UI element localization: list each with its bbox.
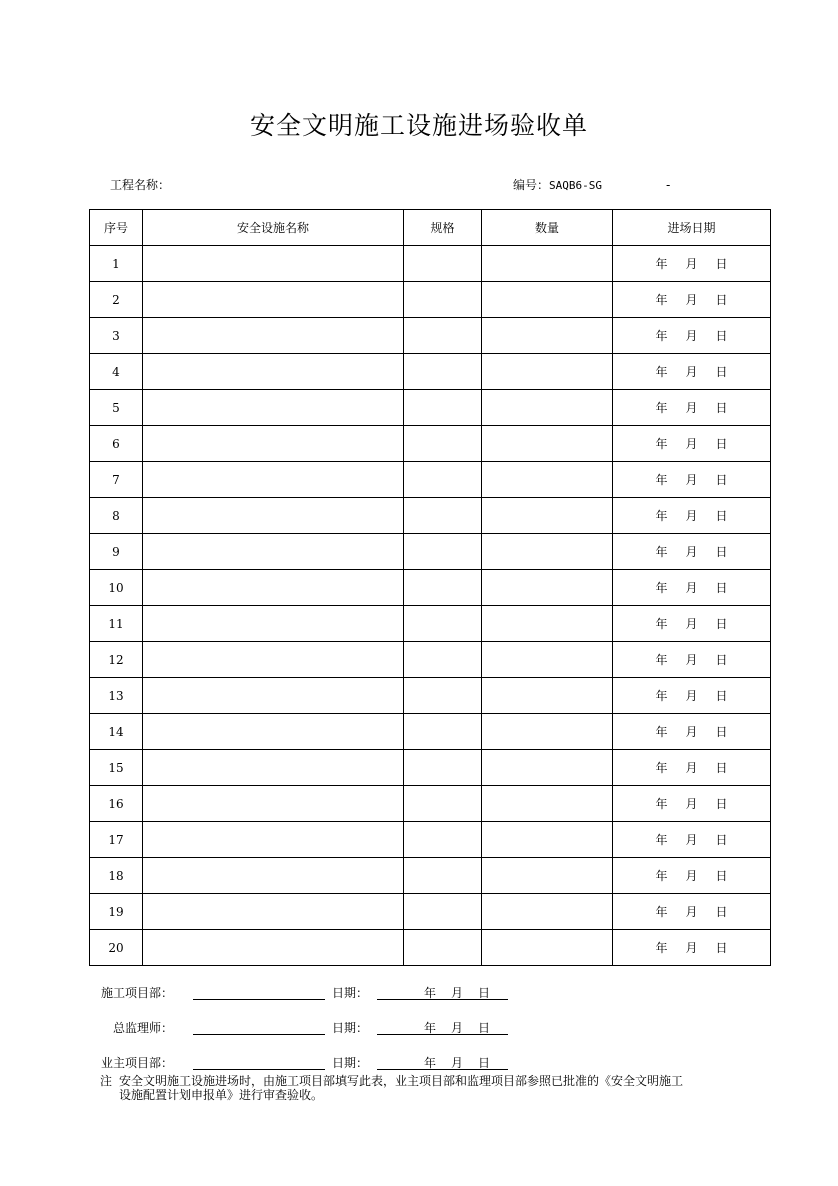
row-seq: 3 [90,318,143,354]
quantity-cell[interactable] [482,750,613,786]
facility-name-cell[interactable] [143,534,404,570]
date-month-unit: 月 [685,257,698,271]
spec-cell[interactable] [404,750,482,786]
date-year-unit: 年 [655,797,668,811]
date-month-unit: 月 [685,473,698,487]
table-row [90,318,771,354]
signature-line[interactable] [193,1034,325,1035]
spec-cell[interactable] [404,894,482,930]
date-month-unit: 月 [685,941,698,955]
date-month-unit: 月 [685,833,698,847]
date-month-unit: 月 [685,509,698,523]
facility-name-cell[interactable] [143,930,404,966]
date-month-unit: 月 [685,545,698,559]
spec-cell[interactable] [404,606,482,642]
date-month-unit: 月 [685,437,698,451]
date-day-unit: 日 [715,581,728,595]
entry-date-cell[interactable] [613,930,771,966]
date-month-unit: 月 [685,401,698,415]
date-month-unit: 月 [685,689,698,703]
date-day-unit: 日 [715,365,728,379]
entry-date-cell[interactable] [613,462,771,498]
quantity-cell[interactable] [482,390,613,426]
date-day-unit: 日 [715,329,728,343]
entry-date-cell[interactable] [613,498,771,534]
signature-label: 总监理师： [112,1021,173,1035]
date-year-unit: 年 [655,365,668,379]
spec-cell[interactable] [404,930,482,966]
date-day-unit: 日 [715,437,728,451]
signature-construction-dept [0,984,838,1004]
facility-name-cell[interactable] [143,894,404,930]
quantity-cell[interactable] [482,714,613,750]
row-seq: 18 [90,858,143,894]
table-row [90,714,771,750]
spec-cell[interactable] [404,822,482,858]
facility-name-cell[interactable] [143,318,404,354]
spec-cell[interactable] [404,858,482,894]
entry-date-cell[interactable] [613,246,771,282]
code-label: 编号： [513,178,550,192]
row-seq: 2 [90,282,143,318]
date-year-unit: 年 [655,437,668,451]
date-month-unit: 月 [685,653,698,667]
row-seq: 12 [90,642,143,678]
row-seq: 6 [90,426,143,462]
table-row [90,930,771,966]
date-month-unit: 月 [685,365,698,379]
date-day-unit: 日 [715,545,728,559]
quantity-cell[interactable] [482,642,613,678]
quantity-cell[interactable] [482,858,613,894]
spec-cell[interactable] [404,318,482,354]
quantity-cell[interactable] [482,426,613,462]
facility-name-cell[interactable] [143,390,404,426]
spec-cell[interactable] [404,534,482,570]
facility-name-cell[interactable] [143,678,404,714]
date-day-unit: 日 [715,257,728,271]
date-year-unit: 年 [655,581,668,595]
date-year-unit: 年 [655,761,668,775]
date-year-unit: 年 [655,905,668,919]
spec-cell[interactable] [404,498,482,534]
entry-date-cell[interactable] [613,282,771,318]
facility-name-cell[interactable] [143,282,404,318]
signature-chief-supervisor [0,1019,838,1039]
header-seq: 序号 [90,210,143,246]
entry-date-cell[interactable] [613,822,771,858]
facility-name-cell[interactable] [143,714,404,750]
facility-name-cell[interactable] [143,858,404,894]
date-day-unit: 日 [715,869,728,883]
date-day-unit: 日 [715,689,728,703]
spec-cell[interactable] [404,714,482,750]
spec-cell[interactable] [404,390,482,426]
facility-name-cell[interactable] [143,246,404,282]
quantity-cell[interactable] [482,246,613,282]
date-year-unit: 年 [655,689,668,703]
quantity-cell[interactable] [482,282,613,318]
table-row [90,642,771,678]
header-entry-date: 进场日期 [613,210,771,246]
document-title: 安全文明施工设施进场验收单 [249,111,588,140]
table-row [90,822,771,858]
entry-date-cell[interactable] [613,570,771,606]
footnote-line-1: 安全文明施工设施进场时，由施工项目部填写此表，业主项目部和监理项目部参照已批准的《安全文明施工 [119,1074,684,1088]
row-seq: 16 [90,786,143,822]
quantity-cell[interactable] [482,894,613,930]
date-placeholder: 年 月 日 [424,986,491,1000]
table-row [90,858,771,894]
date-month-unit: 月 [685,329,698,343]
date-day-unit: 日 [715,905,728,919]
table-row [90,534,771,570]
date-day-unit: 日 [715,833,728,847]
entry-date-cell[interactable] [613,426,771,462]
table-row [90,354,771,390]
row-seq: 1 [90,246,143,282]
quantity-cell[interactable] [482,822,613,858]
quantity-cell[interactable] [482,318,613,354]
row-seq: 9 [90,534,143,570]
code-suffix: - [666,178,671,192]
row-seq: 20 [90,930,143,966]
date-month-unit: 月 [685,725,698,739]
date-year-unit: 年 [655,653,668,667]
row-seq: 19 [90,894,143,930]
date-day-unit: 日 [715,761,728,775]
entry-date-cell[interactable] [613,390,771,426]
entry-date-cell[interactable] [613,786,771,822]
row-seq: 15 [90,750,143,786]
date-month-unit: 月 [685,869,698,883]
row-seq: 10 [90,570,143,606]
footnote-line-2: 设施配置计划申报单》进行审查验收。 [119,1088,324,1102]
row-seq: 5 [90,390,143,426]
date-month-unit: 月 [685,581,698,595]
date-day-unit: 日 [715,617,728,631]
header-facility-name: 安全设施名称 [143,210,404,246]
date-month-unit: 月 [685,761,698,775]
date-label: 日期： [332,986,369,1000]
row-seq: 4 [90,354,143,390]
row-seq: 11 [90,606,143,642]
quantity-cell[interactable] [482,462,613,498]
row-seq: 13 [90,678,143,714]
signature-line[interactable] [193,1069,325,1070]
facility-name-cell[interactable] [143,354,404,390]
header-quantity: 数量 [482,210,613,246]
date-day-unit: 日 [715,509,728,523]
facility-name-cell[interactable] [143,822,404,858]
spec-cell[interactable] [404,678,482,714]
facility-name-cell[interactable] [143,462,404,498]
entry-date-cell[interactable] [613,606,771,642]
quantity-cell[interactable] [482,498,613,534]
date-label: 日期： [332,1056,369,1070]
entry-date-cell[interactable] [613,318,771,354]
signature-label: 施工项目部： [100,986,173,1000]
code-value: SAQB6-SG [549,179,602,192]
table-row [90,462,771,498]
table-row [90,606,771,642]
table-row [90,426,771,462]
entry-date-cell[interactable] [613,858,771,894]
row-seq: 7 [90,462,143,498]
quantity-cell[interactable] [482,534,613,570]
facility-name-cell[interactable] [143,570,404,606]
row-seq: 14 [90,714,143,750]
quantity-cell[interactable] [482,570,613,606]
date-day-unit: 日 [715,941,728,955]
date-year-unit: 年 [655,725,668,739]
date-year-unit: 年 [655,293,668,307]
quantity-cell[interactable] [482,606,613,642]
entry-date-cell[interactable] [613,534,771,570]
document-code-field [513,176,670,193]
project-name-field [110,176,170,193]
date-year-unit: 年 [655,941,668,955]
date-month-unit: 月 [685,293,698,307]
date-placeholder: 年 月 日 [424,1056,491,1070]
table-row [90,390,771,426]
facility-name-cell[interactable] [143,426,404,462]
date-day-unit: 日 [715,653,728,667]
date-day-unit: 日 [715,293,728,307]
table-row [90,678,771,714]
date-year-unit: 年 [655,473,668,487]
row-seq: 17 [90,822,143,858]
date-day-unit: 日 [715,725,728,739]
table-row [90,570,771,606]
date-month-unit: 月 [685,617,698,631]
facility-name-cell[interactable] [143,498,404,534]
header-spec: 规格 [404,210,482,246]
facility-table [89,209,771,966]
table-row [90,750,771,786]
table-row [90,786,771,822]
header-row [90,210,771,246]
spec-cell[interactable] [404,282,482,318]
entry-date-cell[interactable] [613,354,771,390]
date-year-unit: 年 [655,833,668,847]
table-row [90,282,771,318]
spec-cell[interactable] [404,570,482,606]
spec-cell[interactable] [404,246,482,282]
date-year-unit: 年 [655,545,668,559]
facility-name-cell[interactable] [143,606,404,642]
date-placeholder: 年 月 日 [424,1021,491,1035]
date-label: 日期： [332,1021,369,1035]
footnote-mark: 注 [100,1074,113,1088]
table-row [90,246,771,282]
quantity-cell[interactable] [482,678,613,714]
date-day-unit: 日 [715,797,728,811]
spec-cell[interactable] [404,354,482,390]
spec-cell[interactable] [404,426,482,462]
table-row [90,894,771,930]
date-year-unit: 年 [655,869,668,883]
facility-name-cell[interactable] [143,642,404,678]
signature-label: 业主项目部： [100,1056,173,1070]
spec-cell[interactable] [404,786,482,822]
date-month-unit: 月 [685,797,698,811]
quantity-cell[interactable] [482,786,613,822]
date-year-unit: 年 [655,257,668,271]
entry-date-cell[interactable] [613,678,771,714]
table-row [90,498,771,534]
project-name-label: 工程名称： [110,178,171,192]
spec-cell[interactable] [404,462,482,498]
entry-date-cell[interactable] [613,642,771,678]
entry-date-cell[interactable] [613,750,771,786]
entry-date-cell[interactable] [613,894,771,930]
row-seq: 8 [90,498,143,534]
date-year-unit: 年 [655,329,668,343]
quantity-cell[interactable] [482,930,613,966]
facility-name-cell[interactable] [143,750,404,786]
date-day-unit: 日 [715,401,728,415]
date-day-unit: 日 [715,473,728,487]
signature-owner-dept [0,1054,838,1074]
facility-name-cell[interactable] [143,786,404,822]
quantity-cell[interactable] [482,354,613,390]
signature-line[interactable] [193,999,325,1000]
date-year-unit: 年 [655,617,668,631]
spec-cell[interactable] [404,642,482,678]
date-month-unit: 月 [685,905,698,919]
date-year-unit: 年 [655,401,668,415]
date-year-unit: 年 [655,509,668,523]
entry-date-cell[interactable] [613,714,771,750]
